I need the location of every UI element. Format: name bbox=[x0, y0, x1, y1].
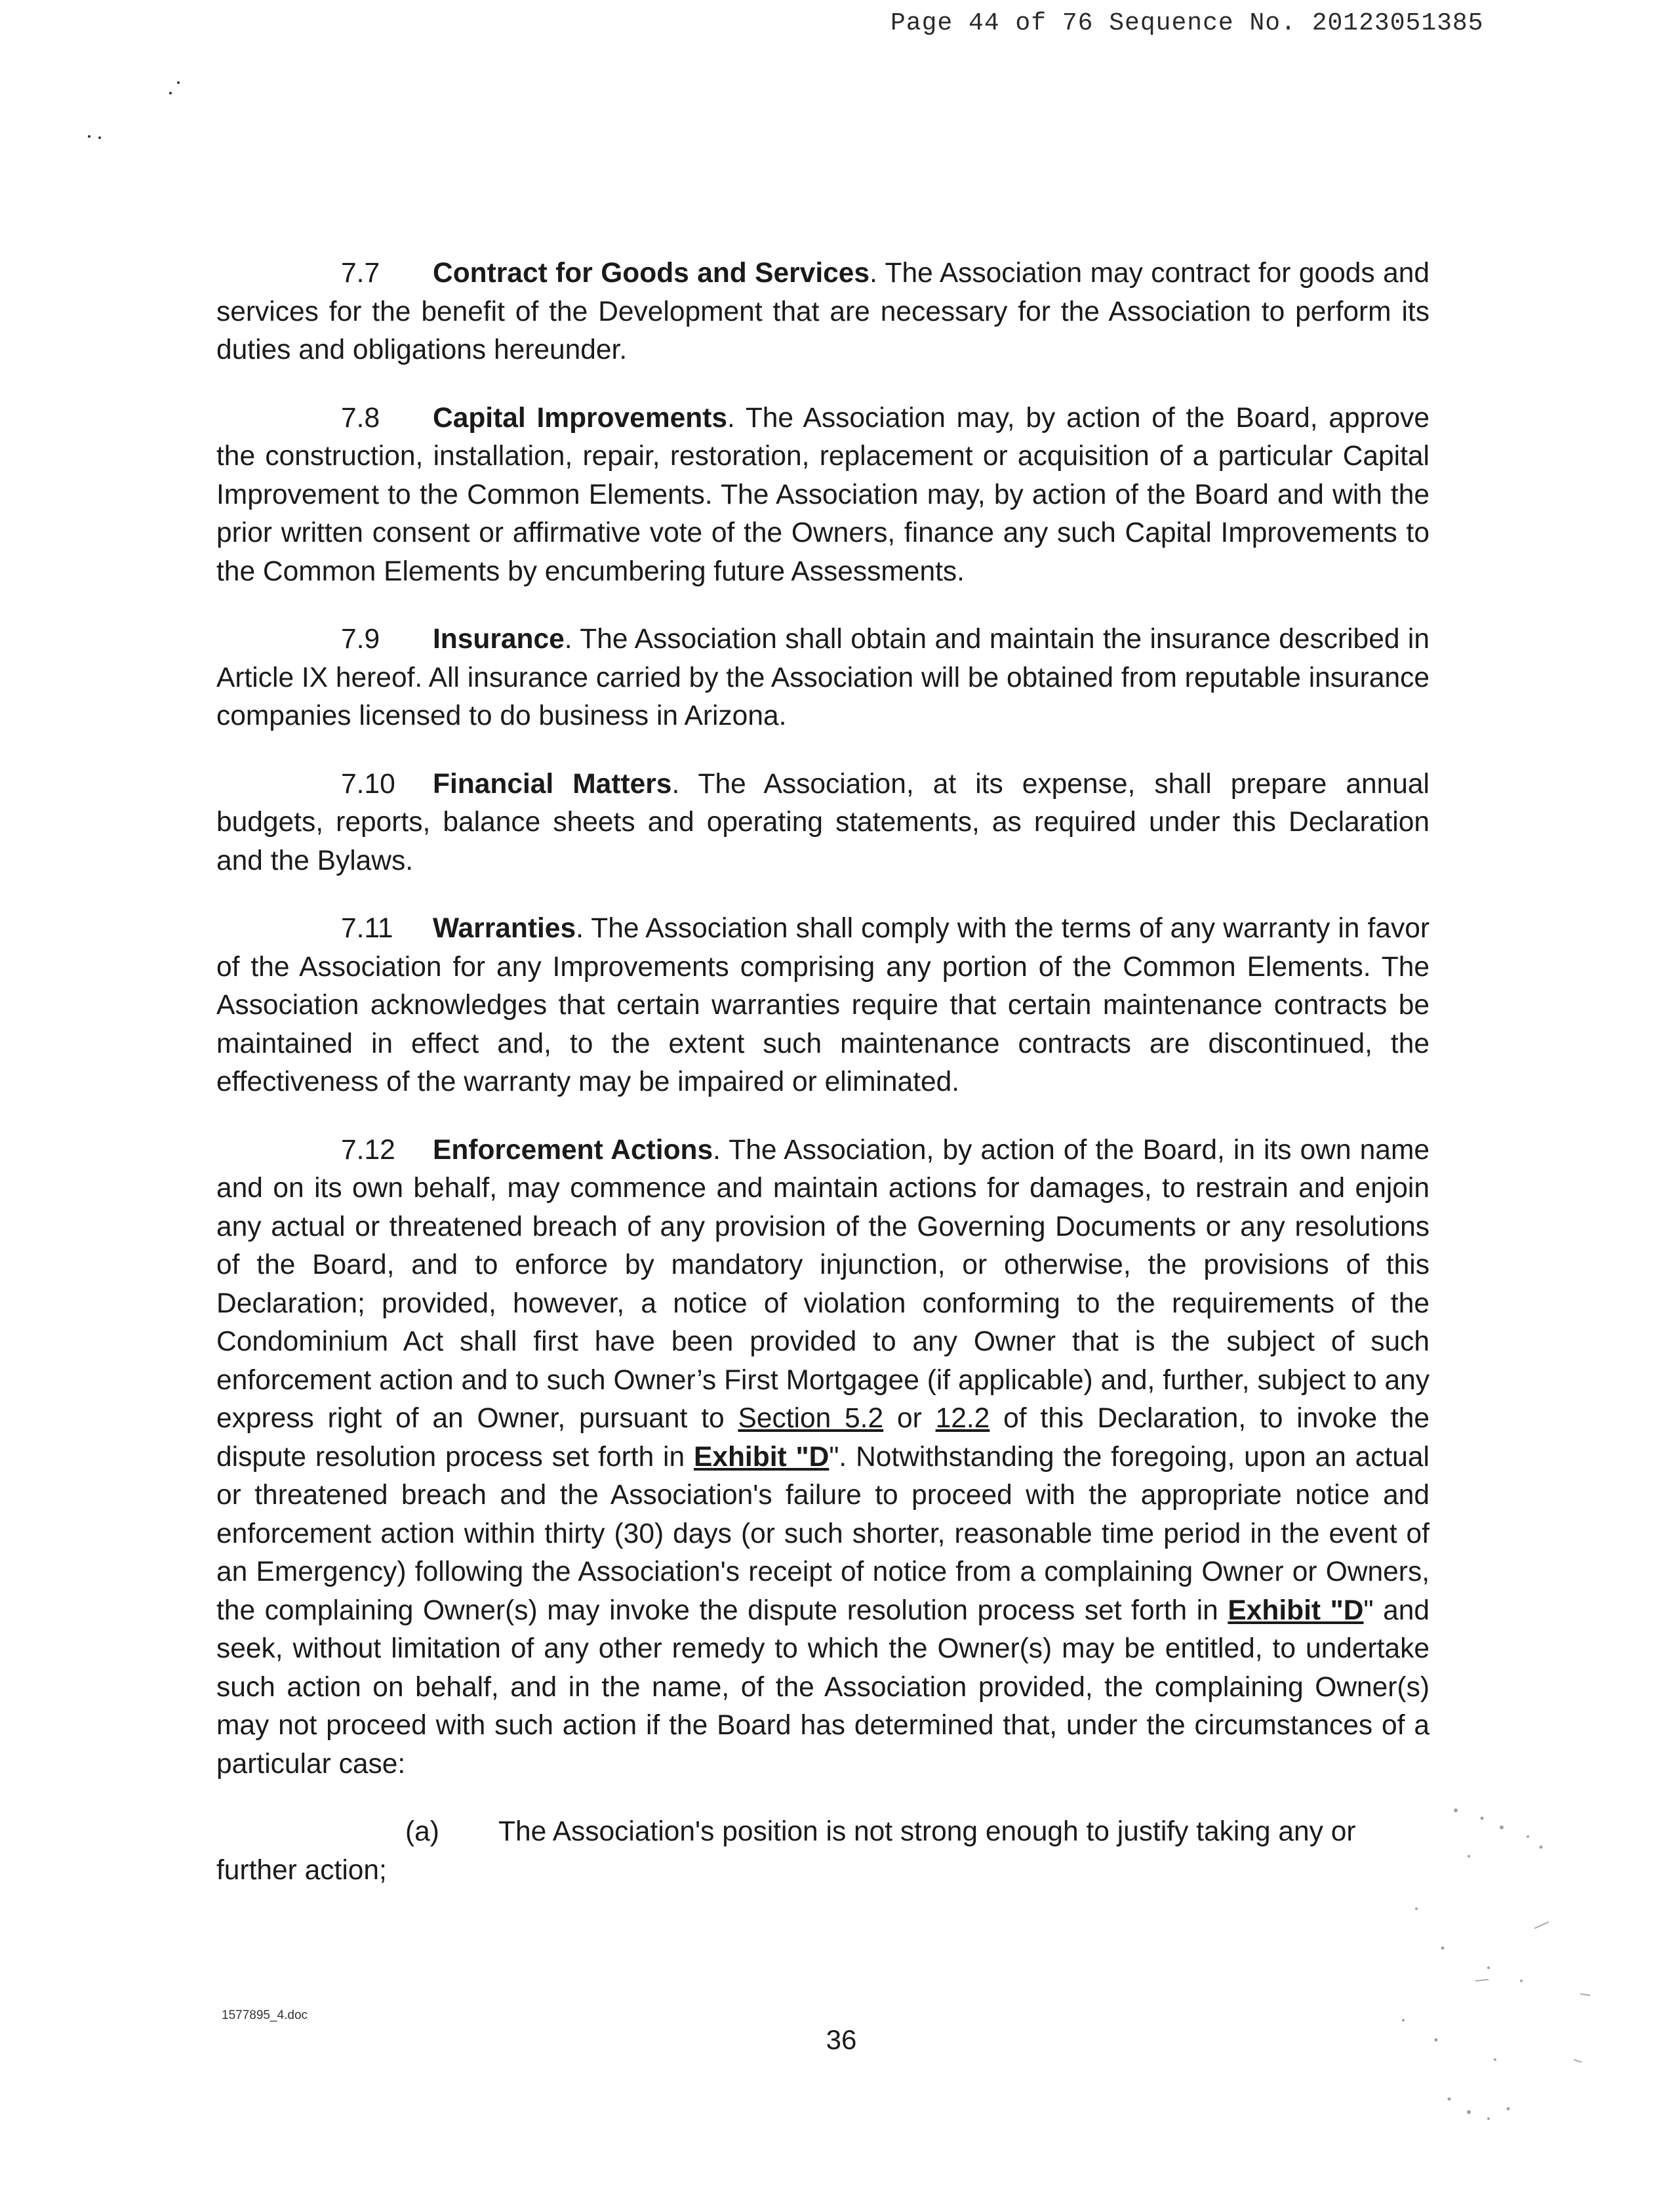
noise-dot bbox=[1507, 2107, 1510, 2111]
scan-speck bbox=[88, 135, 90, 138]
noise-dot bbox=[1494, 2058, 1496, 2061]
noise-dot bbox=[1527, 1835, 1529, 1838]
noise-dot bbox=[1487, 1966, 1490, 1969]
section-number: 7.11 bbox=[341, 913, 393, 944]
noise-dot bbox=[1540, 1846, 1543, 1849]
page-number: 36 bbox=[826, 2024, 857, 2055]
document-id: 1577895_4.doc bbox=[222, 2008, 308, 2022]
noise-dot bbox=[1468, 1855, 1470, 1858]
section-number: 7.9 bbox=[341, 624, 380, 655]
section-text: . The Association may contract for goods and services for the benefit of the Development that are necessary for the Association to perform its duties and obligations hereunder. bbox=[216, 258, 1430, 365]
section-7-9 bbox=[216, 621, 1430, 736]
section-text: . The Association shall obtain and maintain the insurance described in Article IX hereof. All insurance carried by the Association will be obtained from reputable insurance companies licensed to do business in Arizona. bbox=[216, 624, 1430, 731]
subsection-continuation: further action; bbox=[216, 1854, 387, 1886]
noise-dot bbox=[1448, 2098, 1451, 2101]
noise-dot bbox=[1487, 2117, 1490, 2120]
section-text: of this Declaration, to invoke the dispute resolution process set forth in bbox=[216, 1403, 1430, 1473]
section-number: 7.10 bbox=[341, 768, 395, 800]
section-7-8 bbox=[216, 399, 1430, 592]
scan-speck bbox=[98, 136, 101, 139]
noise-mark bbox=[1580, 1994, 1590, 1995]
exhibit-d-reference: Exhibit "D bbox=[693, 1441, 830, 1473]
exhibit-d-reference: Exhibit "D bbox=[1228, 1595, 1364, 1626]
noise-dot bbox=[1454, 1808, 1458, 1812]
section-heading: Financial Matters bbox=[433, 768, 672, 800]
noise-mark bbox=[1574, 2060, 1582, 2062]
section-heading: Capital Improvements bbox=[433, 402, 727, 434]
section-heading: Contract for Goods and Services bbox=[433, 258, 870, 289]
section-7-10 bbox=[216, 765, 1430, 881]
scan-speck bbox=[169, 92, 172, 94]
noise-dot bbox=[1435, 2039, 1438, 2042]
noise-dot bbox=[1500, 1825, 1504, 1829]
section-text: . The Association, by action of the Board, in its own name and on its own behalf, may commence and maintain actions for damages, to restrain and enjoin any actual or threatened breach of any provision of the Governing Documents or any resolutions of the Board, and to enforce by mandatory injunction, or otherwise, the provisions of this Declaration; provided, however, a notice of violation conforming to the requirements of the Condominium Act shall first have been provided to any Owner that is the subject of such enforcement action and to such Owner’s First Mortgagee (if applicable) and, further, subject to any express right of an Owner, pursuant to bbox=[216, 1134, 1430, 1434]
section-number: 7.12 bbox=[341, 1134, 395, 1166]
section-12-2-link: 12.2 bbox=[935, 1403, 990, 1434]
section-text: ". Notwithstanding the foregoing, upon an actual or threatened breach and the Association's failure to proceed with the appropriate notice and enforcement action within thirty (30) days (or such shorter, reasonable time period in the event of an Emergency) following the Association's receipt of notice from a complaining Owner or Owners, the complaining Owner(s) may invoke the dispute resolution process set forth in bbox=[216, 1441, 1430, 1626]
noise-mark bbox=[1475, 1980, 1489, 1981]
section-5-2-link: Section 5.2 bbox=[738, 1403, 884, 1434]
scan-noise bbox=[1338, 1784, 1652, 2151]
noise-dot bbox=[1441, 1947, 1445, 1950]
noise-dot bbox=[1402, 2019, 1405, 2022]
section-number: 7.8 bbox=[341, 402, 380, 434]
subsection-a bbox=[216, 1813, 1430, 1890]
noise-dot bbox=[1467, 2110, 1471, 2114]
section-text: . The Association, at its expense, shall prepare annual budgets, reports, balance sheets and operating statements, as required under this Declaration and the Bylaws. bbox=[216, 768, 1430, 876]
section-7-7 bbox=[216, 254, 1430, 370]
subsection-text: The Association's position is not strong enough to justify taking any or bbox=[498, 1816, 1356, 1847]
section-text: " and seek, without limitation of any other remedy to which the Owner(s) may be entitled, to undertake such action on behalf, and in the name, of the Association provided, the complaining Owner(s) may not proceed with such action if the Board has determined that, under the circumstances of a particular case: bbox=[216, 1595, 1430, 1780]
scan-speck bbox=[177, 81, 180, 84]
section-text: . The Association shall comply with the terms of any warranty in favor of the Association for any Improvements comprising any portion of the Common Elements. The Association acknowledges that certain warranties require that certain maintenance contracts be maintained in effect and, to the extent such maintenance contracts are discontinued, the effectiveness of the warranty may be impaired or eliminated. bbox=[216, 913, 1430, 1097]
noise-dot bbox=[1520, 1980, 1523, 1982]
subsection-label: (a) bbox=[405, 1816, 439, 1847]
section-heading: Insurance bbox=[433, 624, 565, 655]
page-sequence-stamp: Page 44 of 76 Sequence No. 20123051385 bbox=[890, 9, 1484, 37]
section-number: 7.7 bbox=[341, 258, 380, 289]
section-heading: Enforcement Actions bbox=[433, 1134, 713, 1166]
section-text: or bbox=[883, 1403, 936, 1434]
section-7-12 bbox=[216, 1131, 1430, 1784]
noise-dot bbox=[1481, 1817, 1484, 1820]
noise-dot bbox=[1415, 1907, 1418, 1910]
section-text: . The Association may, by action of the Board, approve the construction, installation, repair, restoration, replacement or acquisition of a particular Capital Improvement to the Common Elements. The Association may, by action of the Board and with the prior written consent or affirmative vote of the Owners, finance any such Capital Improvements to the Common Elements by encumbering future Assessments. bbox=[216, 402, 1430, 587]
section-7-11 bbox=[216, 910, 1430, 1102]
noise-mark bbox=[1534, 1922, 1549, 1928]
section-heading: Warranties bbox=[433, 913, 576, 944]
subsection-a-first-line bbox=[216, 1813, 1430, 1852]
document-body bbox=[216, 254, 1430, 1890]
